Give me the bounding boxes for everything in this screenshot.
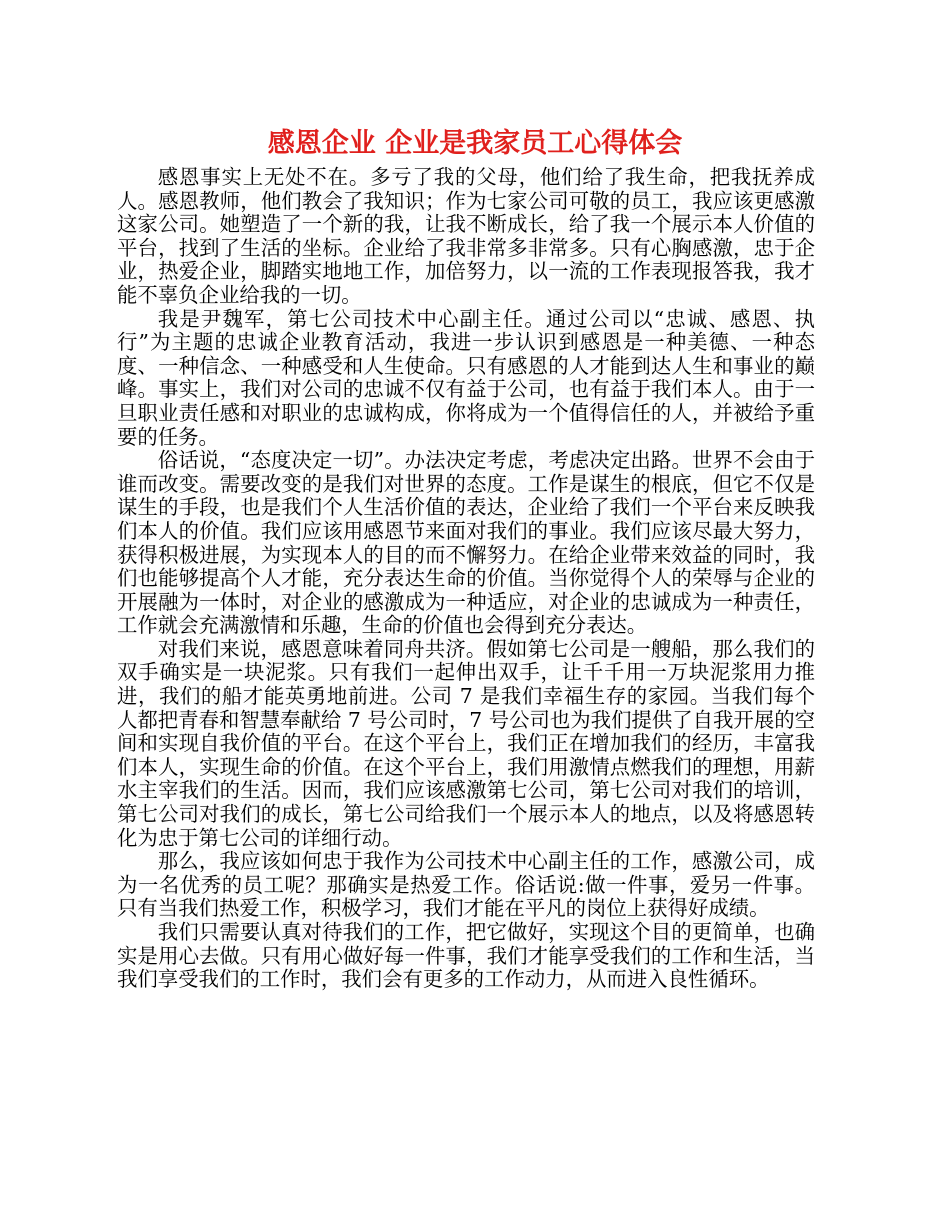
document-title: 感恩企业 企业是我家员工心得体会: [267, 128, 683, 159]
paragraph-5: 那么，我应该如何忠于我作为公司技术中心副主任的工作，感激公司，成为一名优秀的员工呢？那确实是热爱工作。俗话说:做一件事，爱另一件事。只有当我们热爱工作，积极学习，我们才能在平凡的岗位上获得好成绩。: [117, 849, 815, 921]
paragraph-2: 我是尹魏军，第七公司技术中心副主任。通过公司以“忠诚、感恩、执行”为主题的忠诚企业教育活动，我进一步认识到感恩是一种美德、一种态度、一种信念、一种感受和人生使命。只有感恩的人才能到达人生和事业的巅峰。事实上，我们对公司的忠诚不仅有益于公司，也有益于我们本人。由于一旦职业责任感和对职业的忠诚构成，你将成为一个值得信任的人，并被给予重要的任务。: [117, 306, 815, 449]
paragraph-1: 感恩事实上无处不在。多亏了我的父母，他们给了我生命，把我抚养成人。感恩教师，他们教会了我知识；作为七家公司可敬的员工，我应该更感激这家公司。她塑造了一个新的我，让我不断成长，给了我一个展示本人价值的平台，找到了生活的坐标。企业给了我非常多非常多。只有心胸感激，忠于企业，热爱企业，脚踏实地地工作，加倍努力，以一流的工作表现报答我，我才能不辜负企业给我的一切。: [117, 165, 815, 307]
paragraph-4: 对我们来说，感恩意味着同舟共济。假如第七公司是一艘船，那么我们的双手确实是一块泥浆。只有我们一起伸出双手，让千千用一万块泥浆用力推进，我们的船才能英勇地前进。公司 7 是我们幸福生存的家园。当我们每个人都把青春和智慧奉献给 7 号公司时，7 号公司也为我们提供了自我开展的空间和实现自我价值的平台。在这个平台上，我们正在增加我们的经历，丰富我们本人，实现生命的价值。在这个平台上，我们用激情点燃我们的理想，用薪水主宰我们的生活。因而，我们应该感激第七公司，第七公司对我们的培训，第七公司对我们的成长，第七公司给我们一个展示本人的地点，以及将感恩转化为忠于第七公司的详细行动。: [117, 636, 815, 850]
document-body: [117, 166, 815, 992]
paragraph-6: 我们只需要认真对待我们的工作，把它做好，实现这个目的更简单，也确实是用心去做。只有用心做好每一件事，我们才能享受我们的工作和生活，当我们享受我们的工作时，我们会有更多的工作动力，从而进入良性循环。: [117, 920, 815, 992]
paragraph-3: 俗话说，“态度决定一切”。办法决定考虑，考虑决定出路。世界不会由于谁而改变。需要改变的是我们对世界的态度。工作是谋生的根底，但它不仅是谋生的手段，也是我们个人生活价值的表达，企业给了我们一个平台来反映我们本人的价值。我们应该用感恩节来面对我们的事业。我们应该尽最大努力，获得积极进展，为实现本人的目的而不懈努力。在给企业带来效益的同时，我们也能够提高个人才能，充分表达生命的价值。当你觉得个人的荣辱与企业的开展融为一体时，对企业的感激成为一种适应，对企业的忠诚成为一种责任，工作就会充满激情和乐趣，生命的价值也会得到充分表达。: [117, 448, 815, 638]
